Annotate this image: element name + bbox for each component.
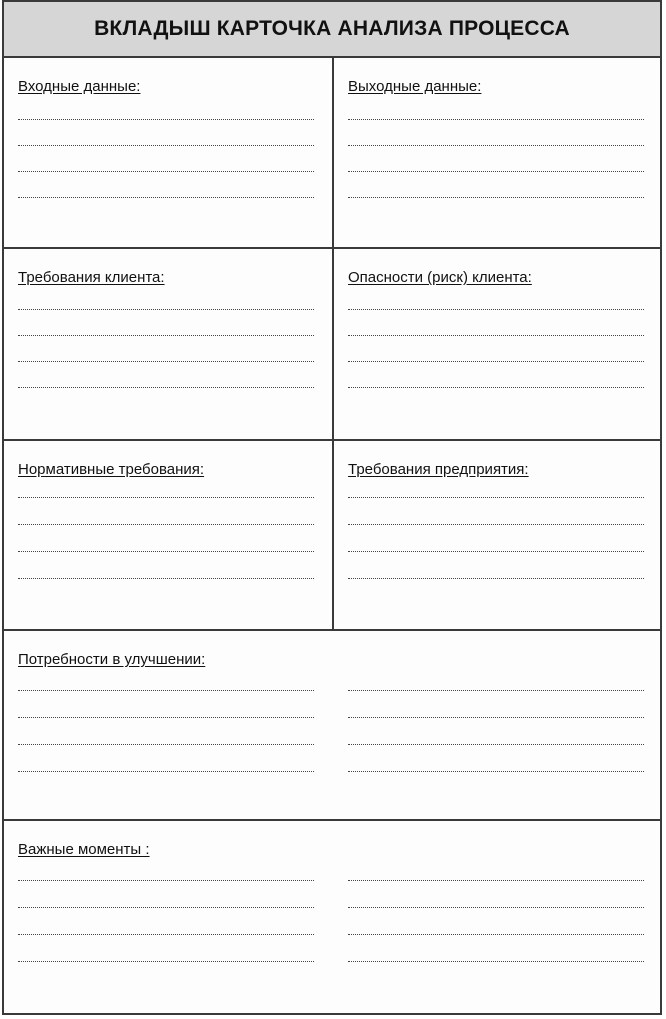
section-normative-requirements-label: Нормативные требования:: [18, 461, 205, 478]
answer-line: [348, 907, 644, 908]
section-enterprise-requirements-label: Требования предприятия:: [348, 461, 529, 478]
section-improvement-needs: [4, 631, 660, 819]
answer-line: [18, 880, 314, 881]
answer-line: [348, 880, 644, 881]
answer-line: [348, 961, 644, 962]
section-client-requirements-label: Требования клиента:: [18, 269, 165, 286]
answer-line: [18, 497, 314, 498]
answer-line: [348, 309, 644, 310]
answer-line: [18, 744, 314, 745]
answer-line: [348, 717, 644, 718]
answer-line: [348, 578, 644, 579]
answer-line: [348, 497, 644, 498]
answer-line: [18, 578, 314, 579]
answer-line: [348, 335, 644, 336]
answer-line: [18, 197, 314, 198]
answer-line: [18, 934, 314, 935]
process-analysis-card: [2, 0, 662, 1015]
answer-line: [18, 171, 314, 172]
answer-line: [348, 119, 644, 120]
section-client-risk: [334, 249, 660, 439]
answer-line: [18, 717, 314, 718]
section-improvement-needs-label: Потребности в улучшении:: [18, 651, 206, 668]
answer-line: [18, 524, 314, 525]
section-client-risk-label: Опасности (риск) клиента:: [348, 269, 532, 286]
answer-line: [348, 145, 644, 146]
answer-line: [348, 387, 644, 388]
answer-line: [348, 197, 644, 198]
section-input-label: Входные данные:: [18, 78, 141, 95]
answer-line: [18, 361, 314, 362]
answer-line: [18, 309, 314, 310]
answer-line: [348, 171, 644, 172]
answer-line: [348, 361, 644, 362]
answer-line: [18, 551, 314, 552]
section-input: [4, 58, 332, 247]
section-normative-requirements: [4, 441, 332, 629]
answer-line: [18, 690, 314, 691]
answer-line: [18, 335, 314, 336]
answer-line: [348, 551, 644, 552]
section-key-points-label: Важные моменты :: [18, 841, 150, 858]
answer-line: [348, 934, 644, 935]
answer-line: [18, 387, 314, 388]
card-title: ВКЛАДЫШ КАРТОЧКА АНАЛИЗА ПРОЦЕССА: [4, 2, 660, 58]
answer-line: [348, 690, 644, 691]
answer-line: [18, 771, 314, 772]
section-enterprise-requirements: [334, 441, 660, 629]
answer-line: [348, 744, 644, 745]
answer-line: [18, 145, 314, 146]
answer-line: [18, 961, 314, 962]
section-output-label: Выходные данные:: [348, 78, 482, 95]
section-output: [334, 58, 660, 247]
section-client-requirements: [4, 249, 332, 439]
section-key-points: [4, 821, 660, 1013]
answer-line: [18, 907, 314, 908]
answer-line: [348, 524, 644, 525]
answer-line: [348, 771, 644, 772]
answer-line: [18, 119, 314, 120]
